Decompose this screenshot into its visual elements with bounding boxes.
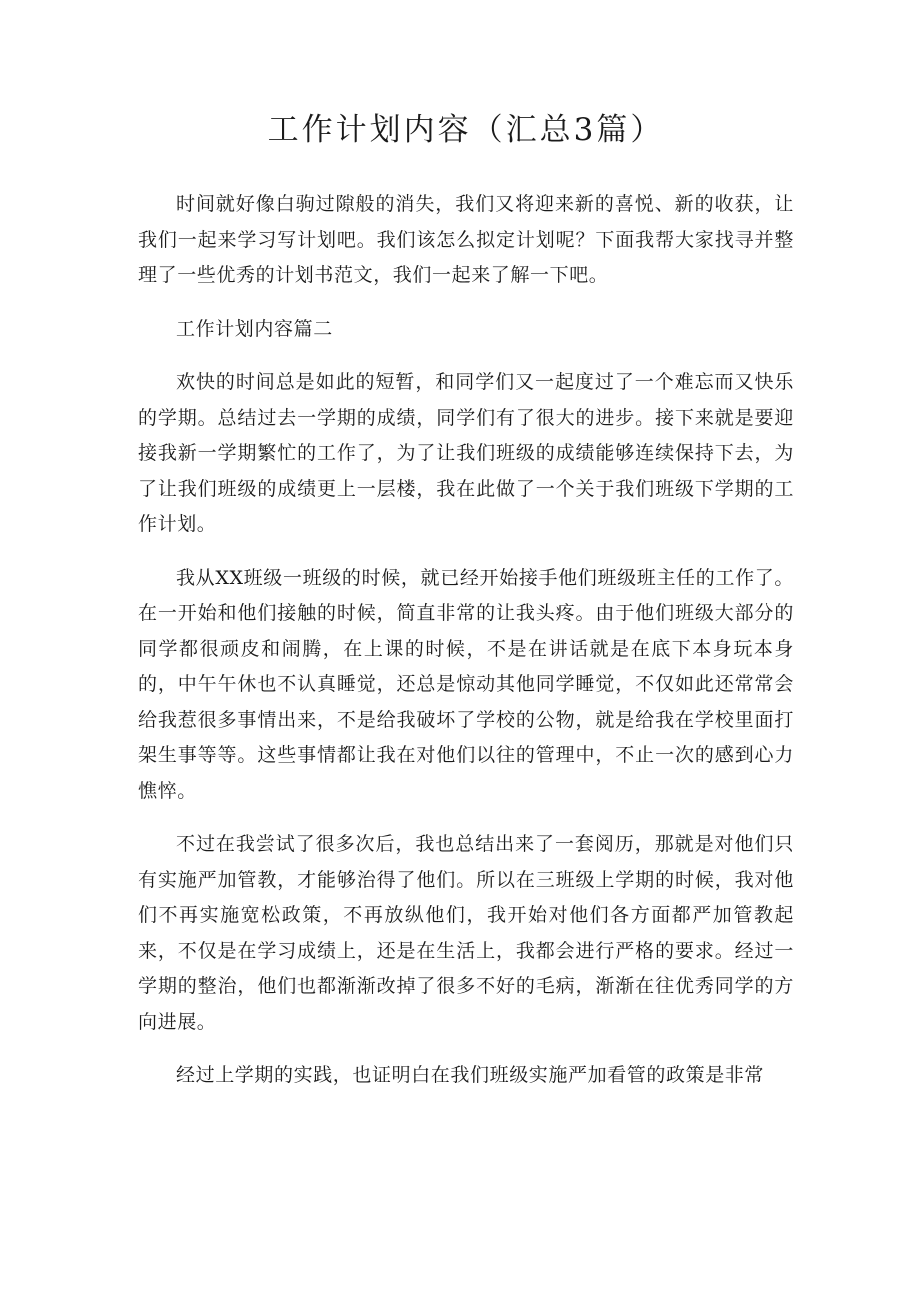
body-paragraph: 经过上学期的实践，也证明白在我们班级实施严加看管的政策是非常 xyxy=(176,1064,765,1086)
body-paragraph: 欢快的时间总是如此的短暂，和同学们又一起度过了一个难忘而又快乐的学期。总结过去一学期的成绩，同学们有了很大的进步。接下来就是要迎接我新一学期繁忙的工作了，为了让我们班级的成绩能够连续保持下去，为了让我们班级的成绩更上一层楼，我在此做了一个关于我们班级下学期的工作计划。 xyxy=(138,371,794,535)
document-page xyxy=(138,92,794,1112)
document-title: 工作计划内容（汇总3篇） xyxy=(267,112,665,148)
intro-paragraph: 时间就好像白驹过隙般的消失，我们又将迎来新的喜悦、新的收获，让我们一起来学习写计划吧。我们该怎么拟定计划呢？下面我帮大家找寻并整理了一些优秀的计划书范文，我们一起来了解一下吧。 xyxy=(138,193,794,286)
body-paragraph: 我从XX班级一班级的时候，就已经开始接手他们班级班主任的工作了。在一开始和他们接触的时候，简直非常的让我头疼。由于他们班级大部分的同学都很顽皮和闹腾，在上课的时候，不是在讲话就是在底下本身玩本身的，中午午休也不认真睡觉，还总是惊动其他同学睡觉，不仅如此还常常会给我惹很多事情出来，不是给我破坏了学校的公物，就是给我在学校里面打架生事等等。这些事情都让我在对他们以往的管理中，不止一次的感到心力憔悴。 xyxy=(138,566,794,802)
body-paragraph: 不过在我尝试了很多次后，我也总结出来了一套阅历，那就是对他们只有实施严加管教，才能够治得了他们。所以在三班级上学期的时候，我对他们不再实施宽松政策，不再放纵他们，我开始对他们各方面都严加管教起来，不仅是在学习成绩上，还是在生活上，我都会进行严格的要求。经过一学期的整治，他们也都渐渐改掉了很多不好的毛病，渐渐在往优秀同学的方向进展。 xyxy=(138,833,794,1033)
section-heading: 工作计划内容篇二 xyxy=(176,317,333,340)
